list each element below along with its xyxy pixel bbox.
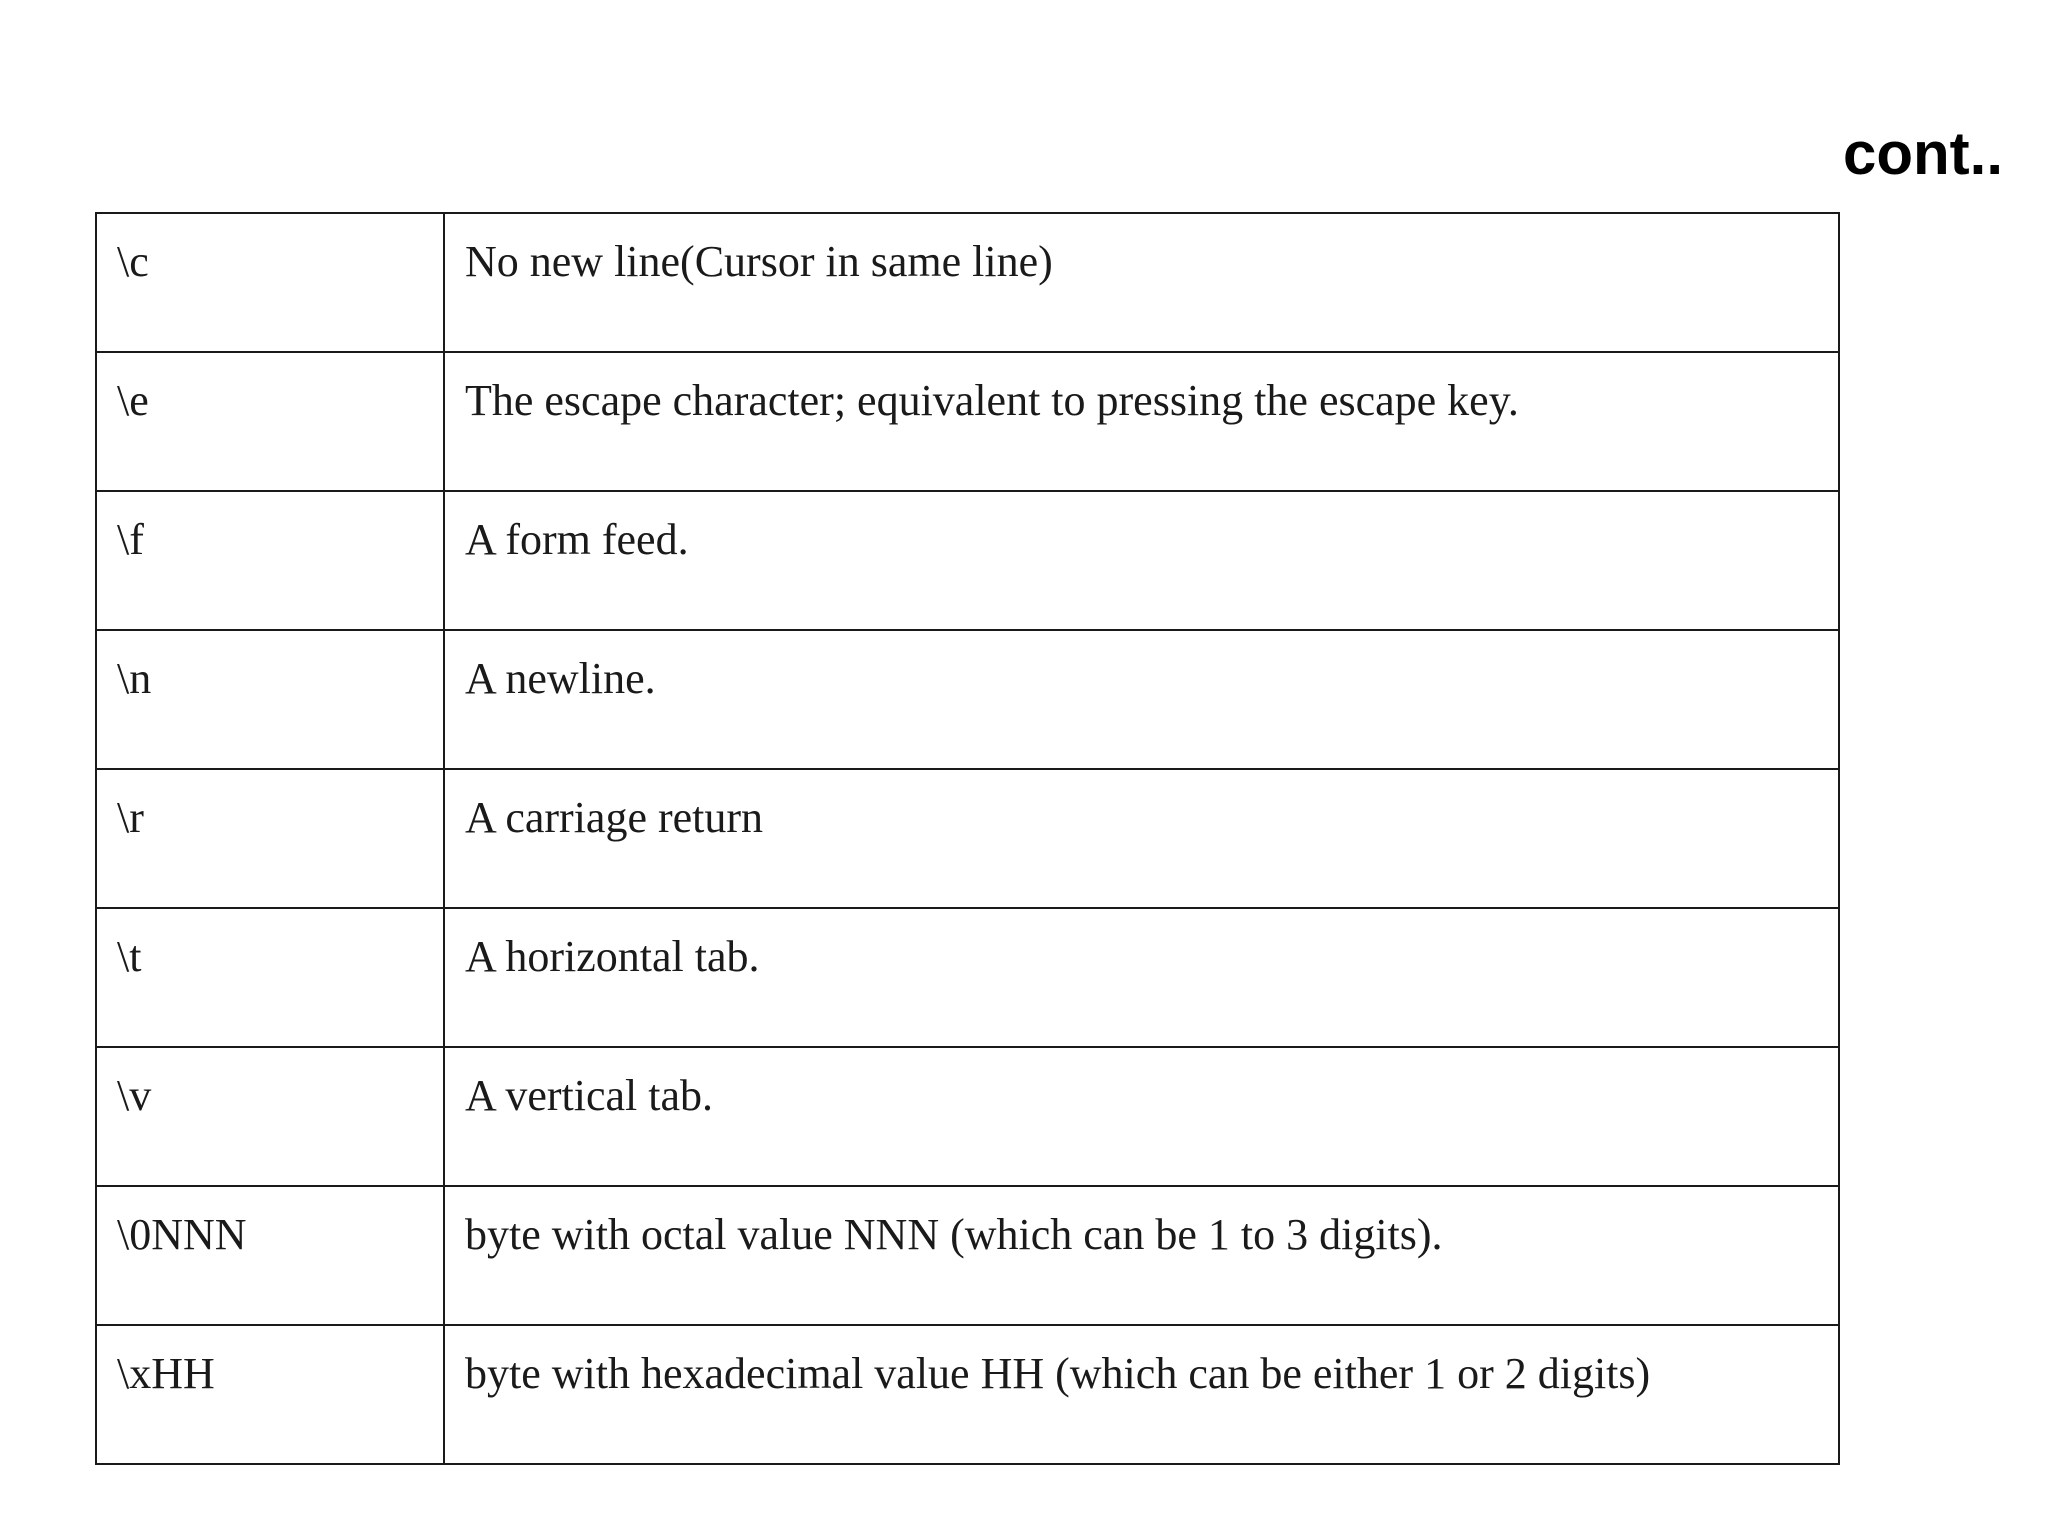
description-cell: A newline.	[444, 630, 1839, 769]
escape-code-cell: \f	[96, 491, 444, 630]
table-row	[96, 1186, 1839, 1325]
escape-sequence-table	[95, 212, 1840, 1465]
table-row	[96, 630, 1839, 769]
escape-code-cell: \r	[96, 769, 444, 908]
table-row	[96, 1325, 1839, 1464]
escape-code-cell: \t	[96, 908, 444, 1047]
escape-code-cell: \e	[96, 352, 444, 491]
table-row	[96, 213, 1839, 352]
description-cell: The escape character; equivalent to pressing the escape key.	[444, 352, 1839, 491]
description-cell: A horizontal tab.	[444, 908, 1839, 1047]
table-row	[96, 769, 1839, 908]
escape-code-cell: \v	[96, 1047, 444, 1186]
table-row	[96, 352, 1839, 491]
description-cell: byte with hexadecimal value HH (which can be either 1 or 2 digits)	[444, 1325, 1839, 1464]
description-cell: A carriage return	[444, 769, 1839, 908]
escape-code-cell: \xHH	[96, 1325, 444, 1464]
escape-code-cell: \0NNN	[96, 1186, 444, 1325]
table-body	[96, 213, 1839, 1464]
slide-title: cont..	[1843, 120, 2003, 187]
table-row	[96, 908, 1839, 1047]
escape-code-cell: \c	[96, 213, 444, 352]
description-cell: byte with octal value NNN (which can be 1 to 3 digits).	[444, 1186, 1839, 1325]
description-cell: A form feed.	[444, 491, 1839, 630]
table-row	[96, 491, 1839, 630]
table-row	[96, 1047, 1839, 1186]
escape-code-cell: \n	[96, 630, 444, 769]
description-cell: A vertical tab.	[444, 1047, 1839, 1186]
description-cell: No new line(Cursor in same line)	[444, 213, 1839, 352]
